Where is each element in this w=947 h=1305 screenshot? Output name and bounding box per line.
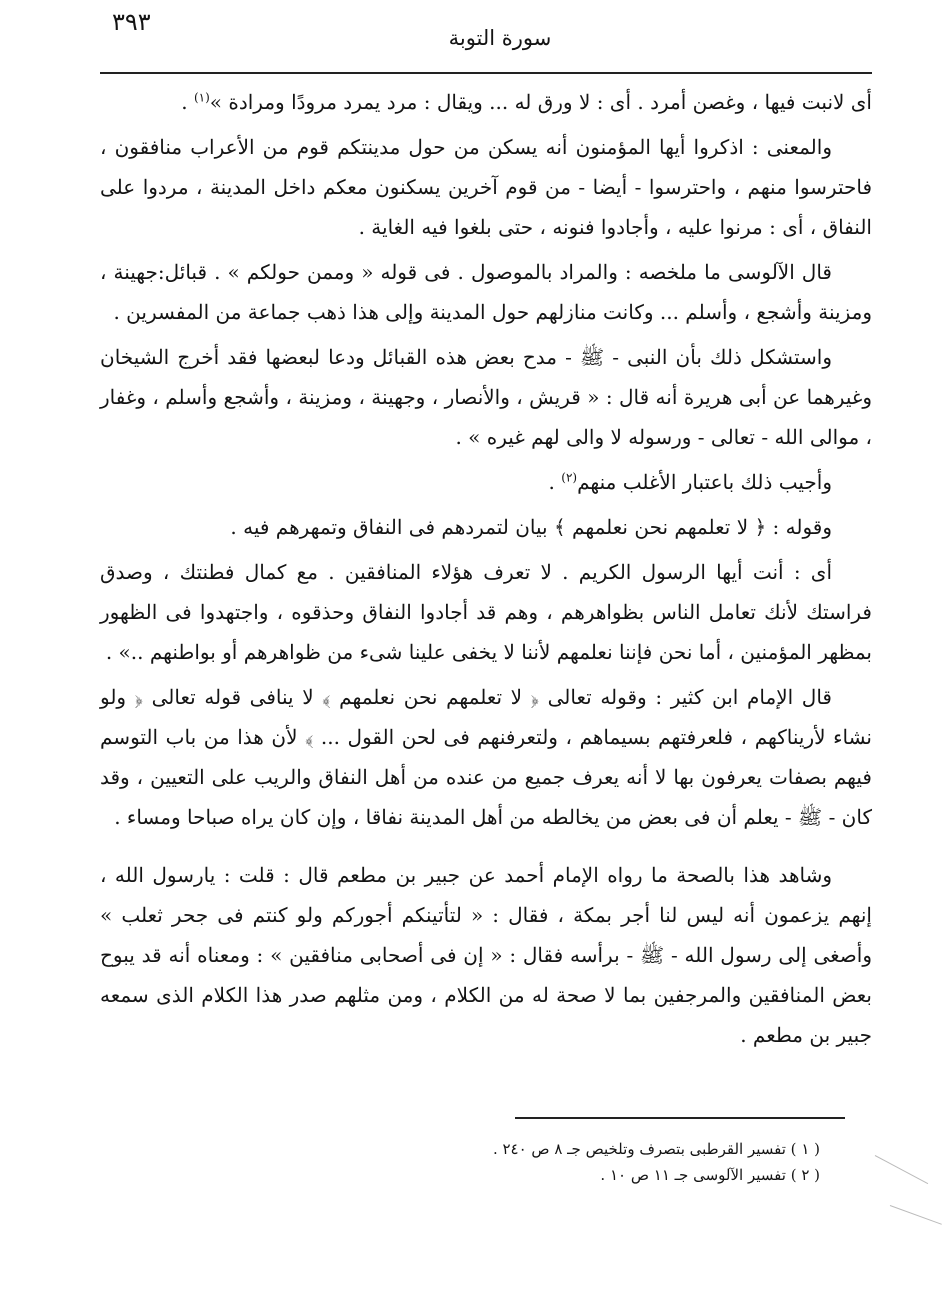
paragraph-5-tail: . (548, 470, 562, 494)
paragraph-9: وشاهد هذا بالصحة ما رواه الإمام أحمد عن جبير بن مطعم قال : قلت : يارسول الله ، إنهم يزعمون أنه ليس لنا أجر بمكة ، فقال : « لتأتينكم أجوركم ولو كنتم فى جحر ثعلب » وأصغى إلى رسول الله - ﷺ - برأسه فقال : « إن فى أصحابى منافقين » : ومعناه أنه قد يبوح بعض المنافقين والمرجفين بما لا صحة له من الكلام ، ومن مثلهم صدر هذا الكلام الذى سمعه جبير بن مطعم . (100, 863, 872, 1047)
footnote-marker-2: (٢) (561, 470, 578, 485)
paragraph-5 (100, 462, 872, 502)
paragraph-5-text: وأجيب ذلك باعتبار الأغلب منهم (577, 470, 832, 494)
footnote-2: ( ٢ ) تفسير الآلوسى جـ ١١ ص ١٠ . (600, 1166, 820, 1184)
paragraph-7: أى : أنت أيها الرسول الكريم . لا تعرف هؤلاء المنافقين . مع كمال فطنتك ، وصدق فراستك لأنك تعامل الناس بظواهرهم ، وهم قد أجادوا النفاق وحذقوه ، واجتهدوا فى الظهور بمظهر المؤمنين ، أما نحن فإننا نعلمهم لأننا لا يخفى علينا شىء من ظواهرهم أو بواطنهم ..» . (100, 560, 872, 664)
footnote-marker-1: (١) (193, 90, 210, 105)
footnote-1: ( ١ ) تفسير القرطبى بتصرف وتلخيص جـ ٨ ص ٢٤٠ . (492, 1140, 820, 1158)
footnotes (360, 1136, 820, 1188)
footnote-divider (515, 1117, 845, 1119)
body-text (100, 82, 872, 1060)
scan-artifact-line (890, 1205, 942, 1225)
paragraph-1-tail: . (181, 90, 194, 114)
paragraph-1-text: أى لانبت فيها ، وغصن أمرد . أى : لا ورق له ... ويقال : مرد يمرد مرودًا ومرادة » (209, 90, 872, 114)
paragraph-2: والمعنى : اذكروا أيها المؤمنون أنه يسكن من حول مدينتكم قوم من الأعراب منافقون ، فاحترسوا منهم ، واحترسوا - أيضا - من قوم آخرين يسكنون معكم داخل المدينة ، مردوا على النفاق ، أى : مرنوا عليه ، وأجادوا فنونه ، حتى بلغوا فيه الغاية . (100, 135, 872, 239)
paragraph-6: وقوله : ﴿ لا تعلمهم نحن نعلمهم ﴾ بيان لتمردهم فى النفاق وتمهرهم فيه . (230, 515, 832, 539)
paragraph-8: قال الإمام ابن كثير : وقوله تعالى ﴿ لا تعلمهم نحن نعلمهم ﴾ لا ينافى قوله تعالى ﴿ ولو نشاء لأريناكهم ، فلعرفتهم بسيماهم ، ولتعرفنهم فى لحن القول ... ﴾ لأن هذا من باب التوسم فيهم بصفات يعرفون بها لا أنه يعرف جميع من عنده من أهل النفاق والريب على التعيين ، وقد كان - ﷺ - يعلم أن فى بعض من يخالطه من أهل المدينة نفاقا ، وإن كان يراه صباحا ومساء . (100, 685, 872, 829)
page-number: ٣٩٣ (112, 8, 151, 36)
running-header-title: سورة التوبة (448, 26, 552, 50)
header-divider (100, 72, 872, 74)
paragraph-1 (100, 82, 872, 122)
scan-artifact-line (875, 1155, 928, 1184)
paragraph-4: واستشكل ذلك بأن النبى - ﷺ - مدح بعض هذه القبائل ودعا لبعضها فقد أخرج الشيخان وغيرهما عن أبى هريرة أنه قال : « قريش ، والأنصار ، وجهينة ، ومزينة ، وأشجع وأسلم ، وغفار ، موالى الله - تعالى - ورسوله لا والى لهم غيره » . (100, 345, 872, 449)
paragraph-3: قال الآلوسى ما ملخصه : والمراد بالموصول . فى قوله « وممن حولكم » . قبائل:جهينة ، ومزينة وأشجع ، وأسلم ... وكانت منازلهم حول المدينة وإلى هذا ذهب جماعة من المفسرين . (100, 260, 872, 324)
